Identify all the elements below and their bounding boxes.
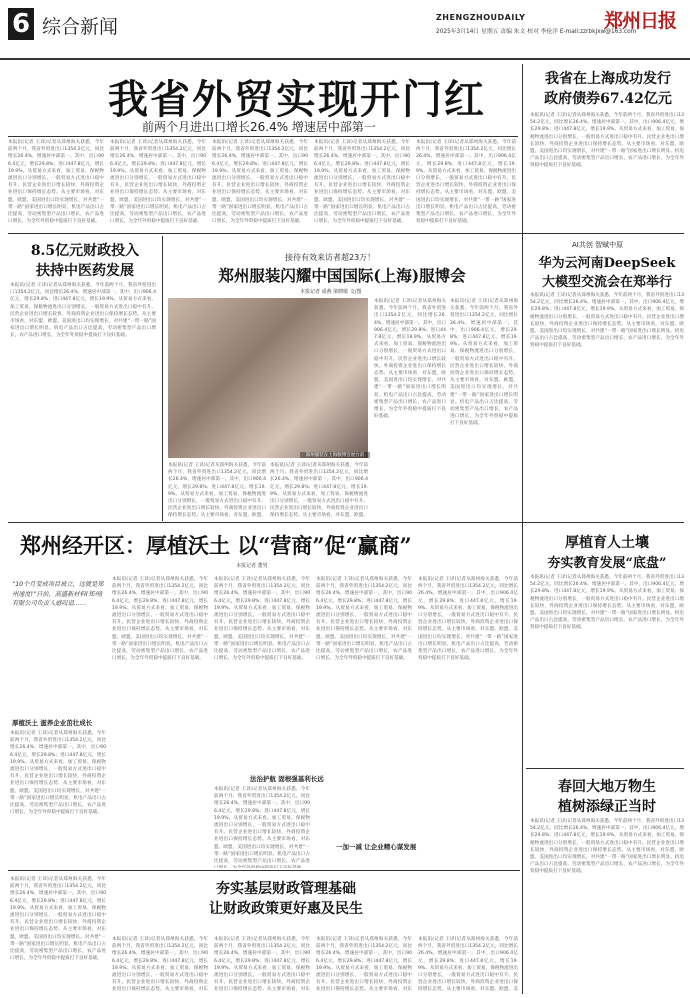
- divider: [8, 870, 520, 871]
- lead-subtitle: 前两个月进出口增长26.4% 增速居中部第一: [142, 120, 376, 134]
- fashion-body-right2: 本报讯(记者 王译)记者从郑州海关获悉，今年前两个月，我省外贸进出口1354.2亿元，同比增长26.4%，增速居中部第一。其中，出口906.4亿元，增长29.8%；进口447.8亿元，增长19.9%。从贸易方式来看，加工贸易、保税物流进出口分别增长，一般贸易方式进出口稳中有升。民营企业进出口增长较快，外商投资企业进出口保持增长态势。从主要市场看，对东盟、欧盟、美国进出口均实现增长，对共建“一带一路”国家进出口增长明显。机电产品出口占比提高，劳动密集型产品出口增长，农产品进口增长，为全年外贸稳中提质打下良好基础。: [450, 299, 518, 427]
- lead-body-col1: 本报讯(记者 王译)记者从郑州海关获悉，今年前两个月，我省外贸进出口1354.2亿元，同比增长26.4%，增速居中部第一。其中，出口906.4亿元，增长29.8%；进口447.8亿元，增长19.9%。从贸易方式来看，加工贸易、保税物流进出口分别增长，一般贸易方式进出口稳中有升。民营企业进出口增长较快，外商投资企业进出口保持增长态势。从主要市场看，对东盟、欧盟、美国进出口均实现增长，对共建“一带一路”国家进出口增长明显。机电产品出口占比提高，劳动密集型产品出口增长，农产品进口增长，为全年外贸稳中提质打下良好基础。: [8, 140, 104, 225]
- bond-headline-2: 政府债券67.42亿元: [544, 91, 672, 107]
- bond-headline-1: 我省在上海成功发行: [545, 71, 671, 87]
- page-header: [0, 0, 690, 60]
- medical-headline-2: 扶持中医药发展: [36, 263, 134, 279]
- zhengdong-body-col5: 本报讯(记者 王译)记者从郑州海关获悉，今年前两个月，我省外贸进出口1354.2亿元，同比增长26.4%，增速居中部第一。其中，出口906.4亿元，增长29.8%；进口447.8亿元，增长19.9%。从贸易方式来看，加工贸易、保税物流进出口分别增长，一般贸易方式进出口稳中有升。民营企业进出口增长较快，外商投资企业进出口保持增长态势。从主要市场看，对东盟、欧盟、美国进出口均实现增长，对共建“一带一路”国家进出口增长明显。机电产品出口占比提高，劳动密集型产品出口增长，农产品进口增长，为全年外贸稳中提质打下良好基础。: [418, 577, 518, 662]
- education-headline-1: 厚植育人土壤: [565, 535, 649, 551]
- zhengdong-subhead-1: 厚植沃土 滋养企业茁壮成长: [12, 719, 93, 727]
- column-divider: [522, 64, 523, 994]
- zhengdong-body-col4: 本报讯(记者 王译)记者从郑州海关获悉，今年前两个月，我省外贸进出口1354.2亿元，同比增长26.4%，增速居中部第一。其中，出口906.4亿元，增长29.8%；进口447.8亿元，增长19.9%。从贸易方式来看，加工贸易、保税物流进出口分别增长，一般贸易方式进出口稳中有升。民营企业进出口增长较快，外商投资企业进出口保持增长态势。从主要市场看，对东盟、欧盟、美国进出口均实现增长，对共建“一带一路”国家进出口增长明显。机电产品出口占比提高，劳动密集型产品出口增长，农产品进口增长，为全年外贸稳中提质打下良好基础。: [316, 577, 412, 662]
- fashion-byline: 本报记者 成燕 梁晓敏 文/图: [300, 289, 362, 295]
- column-divider: [162, 236, 163, 521]
- fashion-photo-caption: 郑州服装在上海服博会展台前: [300, 452, 370, 458]
- zhengdong-body-col3: 本报讯(记者 王译)记者从郑州海关获悉，今年前两个月，我省外贸进出口1354.2亿元，同比增长26.4%，增速居中部第一。其中，出口906.4亿元，增长29.8%；进口447.8亿元，增长19.9%。从贸易方式来看，加工贸易、保税物流进出口分别增长，一般贸易方式进出口稳中有升。民营企业进出口增长较快，外商投资企业进出口保持增长态势。从主要市场看，对东盟、欧盟、美国进出口均实现增长，对共建“一带一路”国家进出口增长明显。机电产品出口占比提高，劳动密集型产品出口增长，农产品进口增长，为全年外贸稳中提质打下良好基础。: [214, 577, 310, 662]
- lead-headline: 我省外贸实现开门红: [108, 76, 486, 123]
- bottom-body-left: 本报讯(记者 王译)记者从郑州海关获悉，今年前两个月，我省外贸进出口1354.2亿元，同比增长26.4%，增速居中部第一。其中，出口906.4亿元，增长29.8%；进口447.8亿元，增长19.9%。从贸易方式来看，加工贸易、保税物流进出口分别增长，一般贸易方式进出口稳中有升。民营企业进出口增长较快，外商投资企业进出口保持增长态势。从主要市场看，对东盟、欧盟、美国进出口均实现增长，对共建“一带一路”国家进出口增长明显。机电产品出口占比提高，劳动密集型产品出口增长，农产品进口增长，为全年外贸稳中提质打下良好基础。: [10, 877, 106, 962]
- section-title: 综合新闻: [42, 16, 119, 38]
- fashion-body-bottom2: 本报讯(记者 王译)记者从郑州海关获悉，今年前两个月，我省外贸进出口1354.2亿元，同比增长26.4%，增速居中部第一。其中，出口906.4亿元，增长29.8%；进口447.8亿元，增长19.9%。从贸易方式来看，加工贸易、保税物流进出口分别增长，一般贸易方式进出口稳中有升。民营企业进出口增长较快，外商投资企业进出口保持增长态势。从主要市场看，对东盟、欧盟、: [270, 463, 368, 518]
- lead-body-col5: 本报讯(记者 王译)记者从郑州海关获悉，今年前两个月，我省外贸进出口1354.2亿元，同比增长26.4%，增速居中部第一。其中，出口906.4亿元，增长29.8%；进口447.8亿元，增长19.9%。从贸易方式来看，加工贸易、保税物流进出口分别增长，一般贸易方式进出口稳中有升。民营企业进出口增长较快，外商投资企业进出口保持增长态势。从主要市场看，对东盟、欧盟、美国进出口均实现增长，对共建“一带一路”国家进出口增长明显。机电产品出口占比提高，劳动密集型产品出口增长，农产品进口增长，为全年外贸稳中提质打下良好基础。: [416, 140, 516, 225]
- dateline: 2025年3月14日 星期五 责编 朱文 校对 李伦洋 E-mail:zzrbkjxw@163.com: [436, 29, 637, 35]
- page-number: 6: [8, 8, 34, 40]
- spring-headline-2: 植树添绿正当时: [558, 799, 656, 815]
- bottom-body-right: 本报讯(记者 王译)记者从郑州海关获悉，今年前两个月，我省外贸进出口1354.2亿元，同比增长26.4%，增速居中部第一。其中，出口906.4亿元，增长29.8%；进口447.8亿元，增长19.9%。从贸易方式来看，加工贸易、保税物流进出口分别增长，一般贸易方式进出口稳中有升。民营企业进出口增长较快，外商投资企业进出口保持增长态势。从主要市场看，对东: [316, 937, 412, 993]
- fashion-body-bottom1: 本报讯(记者 王译)记者从郑州海关获悉，今年前两个月，我省外贸进出口1354.2亿元，同比增长26.4%，增速居中部第一。其中，出口906.4亿元，增长29.8%；进口447.8亿元，增长19.9%。从贸易方式来看，加工贸易、保税物流进出口分别增长，一般贸易方式进出口稳中有升。民营企业进出口增长较快，外商投资企业进出口保持增长态势。从主要市场看，对东盟、欧盟、: [168, 463, 266, 518]
- zhengdong-byline: 本报记者 董男: [236, 563, 268, 569]
- zhengdong-body-col1: 本报讯(记者 王译)记者从郑州海关获悉，今年前两个月，我省外贸进出口1354.2亿元，同比增长26.4%，增速居中部第一。其中，出口906.4亿元，增长29.8%；进口447.8亿元，增长19.9%。从贸易方式来看，加工贸易、保税物流进出口分别增长，一般贸易方式进出口稳中有升。民营企业进出口增长较快，外商投资企业进出口保持增长态势。从主要市场看，对东盟、欧盟、美国进出口均实现增长，对共建“一带一路”国家进出口增长明显。机电产品出口占比提高，劳动密集型产品出口增长，农产品进口增长，为全年外贸稳中提质打下良好基础。: [10, 731, 106, 816]
- finance-headline-1: 夯实基层财政管理基础: [216, 881, 356, 897]
- spring-headline-1: 春回大地万物生: [558, 779, 656, 795]
- medical-body: 本报讯(记者 王译)记者从郑州海关获悉，今年前两个月，我省外贸进出口1354.2亿元，同比增长26.4%，增速居中部第一。其中，出口906.4亿元，增长29.8%；进口447.8亿元，增长19.9%。从贸易方式来看，加工贸易、保税物流进出口分别增长，一般贸易方式进出口稳中有升。民营企业进出口增长较快，外商投资企业进出口保持增长态势。从主要市场看，对东盟、欧盟、美国进出口均实现增长，对共建“一带一路”国家进出口增长明显。机电产品出口占比提高，劳动密集型产品出口增长，农产品进口增长，为全年外贸稳中提质打下良好基础。: [10, 283, 156, 339]
- bottom-body-left2: 本报讯(记者 王译)记者从郑州海关获悉，今年前两个月，我省外贸进出口1354.2亿元，同比增长26.4%，增速居中部第一。其中，出口906.4亿元，增长29.8%；进口447.8亿元，增长19.9%。从贸易方式来看，加工贸易、保税物流进出口分别增长，一般贸易方式进出口稳中有升。民营企业进出口增长较快，外商投资企业进出口保持增长态势。从主要市场看，对东: [112, 937, 208, 993]
- zhengdong-body-col2: 本报讯(记者 王译)记者从郑州海关获悉，今年前两个月，我省外贸进出口1354.2亿元，同比增长26.4%，增速居中部第一。其中，出口906.4亿元，增长29.8%；进口447.8亿元，增长19.9%。从贸易方式来看，加工贸易、保税物流进出口分别增长，一般贸易方式进出口稳中有升。民营企业进出口增长较快，外商投资企业进出口保持增长态势。从主要市场看，对东盟、欧盟、美国进出口均实现增长，对共建“一带一路”国家进出口增长明显。机电产品出口占比提高，劳动密集型产品出口增长，农产品进口增长，为全年外贸稳中提质打下良好基础。: [112, 577, 208, 662]
- huawei-body: 本报讯(记者 王译)记者从郑州海关获悉，今年前两个月，我省外贸进出口1354.2亿元，同比增长26.4%，增速居中部第一。其中，出口906.4亿元，增长29.8%；进口447.8亿元，增长19.9%。从贸易方式来看，加工贸易、保税物流进出口分别增长，一般贸易方式进出口稳中有升。民营企业进出口增长较快，外商投资企业进出口保持增长态势。从主要市场看，对东盟、欧盟、美国进出口均实现增长，对共建“一带一路”国家进出口增长明显。机电产品出口占比提高，劳动密集型产品出口增长，农产品进口增长，为全年外贸稳中提质打下良好基础。: [530, 293, 684, 349]
- lead-body-col2: 本报讯(记者 王译)记者从郑州海关获悉，今年前两个月，我省外贸进出口1354.2亿元，同比增长26.4%，增速居中部第一。其中，出口906.4亿元，增长29.8%；进口447.8亿元，增长19.9%。从贸易方式来看，加工贸易、保税物流进出口分别增长，一般贸易方式进出口稳中有升。民营企业进出口增长较快，外商投资企业进出口保持增长态势。从主要市场看，对东盟、欧盟、美国进出口均实现增长，对共建“一带一路”国家进出口增长明显。机电产品出口占比提高，劳动密集型产品出口增长，农产品进口增长，为全年外贸稳中提质打下良好基础。: [110, 140, 206, 225]
- zhengdong-body-col3b: 本报讯(记者 王译)记者从郑州海关获悉，今年前两个月，我省外贸进出口1354.2亿元，同比增长26.4%，增速居中部第一。其中，出口906.4亿元，增长29.8%；进口447.8亿元，增长19.9%。从贸易方式来看，加工贸易、保税物流进出口分别增长，一般贸易方式进出口稳中有升。民营企业进出口增长较快，外商投资企业进出口保持增长态势。从主要市场看，对东盟、欧盟、美国进出口均实现增长，对共建“一带一路”国家进出口增长明显。机电产品出口占比提高，劳动密集型产品出口增长，农产品进: [214, 787, 310, 865]
- bottom-body-right2: 本报讯(记者 王译)记者从郑州海关获悉，今年前两个月，我省外贸进出口1354.2亿元，同比增长26.4%，增速居中部第一。其中，出口906.4亿元，增长29.8%；进口447.8亿元，增长19.9%。从贸易方式来看，加工贸易、保税物流进出口分别增长，一般贸易方式进出口稳中有升。民营企业进出口增长较快，外商投资企业进出口保持增长态势。从主要市场看，对东盟、欧盟、美: [418, 937, 518, 993]
- zhengdong-subhead-2: 法治护航 固根强基利长远: [250, 775, 324, 783]
- ai-tag: AI共创 智赋中原: [572, 241, 624, 249]
- medical-headline-1: 8.5亿元财政投入: [30, 243, 140, 259]
- paper-logo: 郑州日报: [604, 10, 677, 32]
- fashion-headline: 郑州服装闪耀中国国际(上海)服博会: [218, 266, 466, 285]
- education-body: 本报讯(记者 王译)记者从郑州海关获悉，今年前两个月，我省外贸进出口1354.2亿元，同比增长26.4%，增速居中部第一。其中，出口906.4亿元，增长29.8%；进口447.8亿元，增长19.9%。从贸易方式来看，加工贸易、保税物流进出口分别增长，一般贸易方式进出口稳中有升。民营企业进出口增长较快，外商投资企业进出口保持增长态势。从主要市场看，对东盟、欧盟、美国进出口均实现增长，对共建“一带一路”国家进出口增长明显。机电产品出口占比提高，劳动密集型产品出口增长，农产品进口增长，为全年外贸稳中提质打下良好基础。: [530, 575, 684, 631]
- lead-body-col3: 本报讯(记者 王译)记者从郑州海关获悉，今年前两个月，我省外贸进出口1354.2亿元，同比增长26.4%，增速居中部第一。其中，出口906.4亿元，增长29.8%；进口447.8亿元，增长19.9%。从贸易方式来看，加工贸易、保税物流进出口分别增长，一般贸易方式进出口稳中有升。民营企业进出口增长较快，外商投资企业进出口保持增长态势。从主要市场看，对东盟、欧盟、美国进出口均实现增长，对共建“一带一路”国家进出口增长明显。机电产品出口占比提高，劳动密集型产品出口增长，农产品进口增长，为全年外贸稳中提质打下良好基础。: [212, 140, 308, 225]
- divider: [8, 522, 684, 523]
- divider: [8, 136, 518, 137]
- bond-body: 本报讯(记者 王译)记者从郑州海关获悉，今年前两个月，我省外贸进出口1354.2亿元，同比增长26.4%，增速居中部第一。其中，出口906.4亿元，增长29.8%；进口447.8亿元，增长19.9%。从贸易方式来看，加工贸易、保税物流进出口分别增长，一般贸易方式进出口稳中有升。民营企业进出口增长较快，外商投资企业进出口保持增长态势。从主要市场看，对东盟、欧盟、美国进出口均实现增长，对共建“一带一路”国家进出口增长明显。机电产品出口占比提高，劳动密集型产品出口增长，农产品进口增长，为全年外贸稳中提质打下良好基础。: [530, 113, 684, 169]
- fashion-kicker: 接待有效来访者超23万！: [285, 253, 376, 262]
- fashion-photo: [168, 298, 368, 458]
- spring-body: 本报讯(记者 王译)记者从郑州海关获悉，今年前两个月，我省外贸进出口1354.2亿元，同比增长26.4%，增速居中部第一。其中，出口906.4亿元，增长29.8%；进口447.8亿元，增长19.9%。从贸易方式来看，加工贸易、保税物流进出口分别增长，一般贸易方式进出口稳中有升。民营企业进出口增长较快，外商投资企业进出口保持增长态势。从主要市场看，对东盟、欧盟、美国进出口均实现增长，对共建“一带一路”国家进出口增长明显。机电产品出口占比提高，劳动密集型产品出口增长，农产品进口增长，为全年外贸稳中提质打下良好基础。: [530, 819, 684, 875]
- zhengdong-subhead-3: 一加一减 让企业精心谋发展: [336, 843, 417, 851]
- finance-headline-2: 让财政政策更好惠及民生: [209, 901, 363, 917]
- divider: [8, 233, 684, 234]
- lead-body-col4: 本报讯(记者 王译)记者从郑州海关获悉，今年前两个月，我省外贸进出口1354.2亿元，同比增长26.4%，增速居中部第一。其中，出口906.4亿元，增长29.8%；进口447.8亿元，增长19.9%。从贸易方式来看，加工贸易、保税物流进出口分别增长，一般贸易方式进出口稳中有升。民营企业进出口增长较快，外商投资企业进出口保持增长态势。从主要市场看，对东盟、欧盟、美国进出口均实现增长，对共建“一带一路”国家进出口增长明显。机电产品出口占比提高，劳动密集型产品出口增长，农产品进口增长，为全年外贸稳中提质打下良好基础。: [314, 140, 410, 225]
- fashion-body-right: 本报讯(记者 王译)记者从郑州海关获悉，今年前两个月，我省外贸进出口1354.2亿元，同比增长26.4%，增速居中部第一。其中，出口906.4亿元，增长29.8%；进口447.8亿元，增长19.9%。从贸易方式来看，加工贸易、保税物流进出口分别增长，一般贸易方式进出口稳中有升。民营企业进出口增长较快，外商投资企业进出口保持增长态势。从主要市场看，对东盟、欧盟、美国进出口均实现增长，对共建“一带一路”国家进出口增长明显。机电产品出口占比提高，劳动密集型产品出口增长，农产品进口增长，为全年外贸稳中提质打下良好基础。: [374, 299, 446, 420]
- zhengdong-headline: 郑州经开区：厚植沃土 以“营商”促“赢商”: [20, 533, 412, 558]
- pull-quote: “10个月变成项目被立，这就是郑州速度!”日前，高盛新材料(郑州)有限公司负责人感叹道……: [12, 581, 104, 607]
- divider: [526, 768, 684, 769]
- paper-name-en: ZHENGZHOUDAILY: [436, 13, 526, 22]
- bottom-body-mid: 本报讯(记者 王译)记者从郑州海关获悉，今年前两个月，我省外贸进出口1354.2亿元，同比增长26.4%，增速居中部第一。其中，出口906.4亿元，增长29.8%；进口447.8亿元，增长19.9%。从贸易方式来看，加工贸易、保税物流进出口分别增长，一般贸易方式进出口稳中有升。民营企业进出口增长较快，外商投资企业进出口保持增长态势。从主要市场看，对东: [214, 937, 310, 993]
- huawei-headline-2: 大模型交流会在郑举行: [541, 275, 672, 290]
- education-headline-2: 夯实教育发展“底盘”: [547, 556, 667, 571]
- huawei-headline-1: 华为云河南DeepSeek: [538, 256, 676, 271]
